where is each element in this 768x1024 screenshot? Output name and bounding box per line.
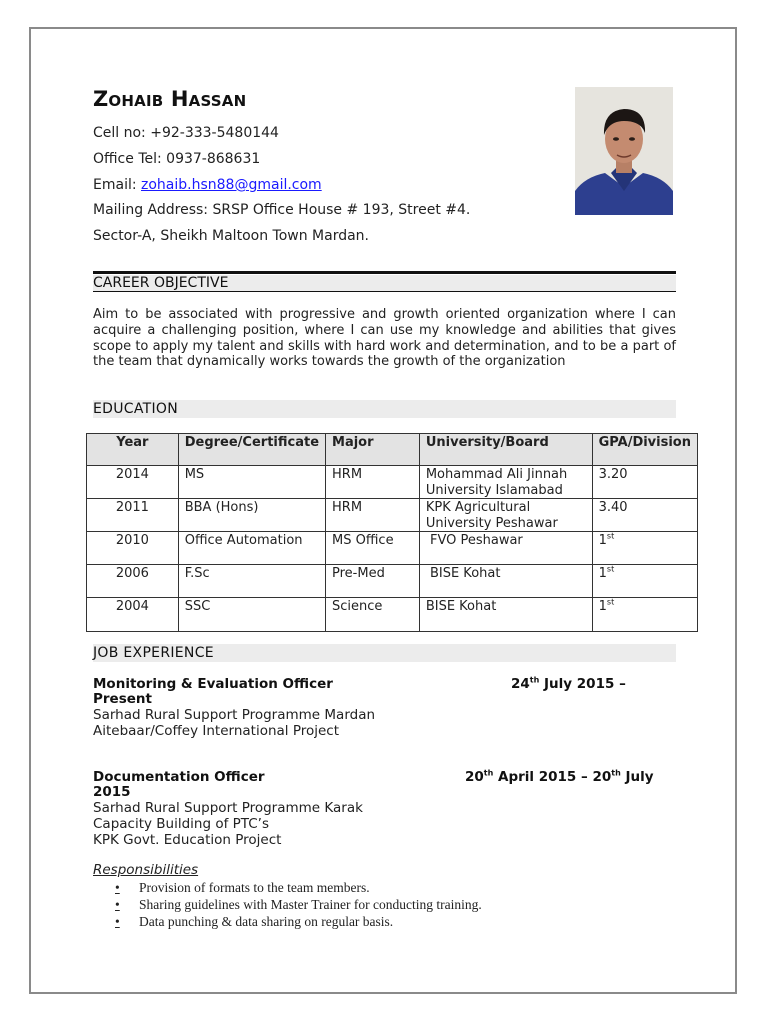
cell-gpa: 3.40 bbox=[592, 499, 697, 532]
col-university: University/Board bbox=[419, 434, 592, 466]
cell-gpa: 3.20 bbox=[592, 466, 697, 499]
cell-year: 2011 bbox=[87, 499, 179, 532]
cell-gpa bbox=[592, 565, 697, 598]
date-rest: July 2015 – bbox=[539, 676, 626, 692]
job-date bbox=[465, 769, 654, 785]
cell-gpa bbox=[592, 598, 697, 632]
table-row bbox=[87, 499, 698, 532]
job-date-wrap: 2015 bbox=[93, 784, 131, 800]
date-suffix: th bbox=[529, 675, 540, 685]
col-degree: Degree/Certificate bbox=[178, 434, 325, 466]
email-link[interactable]: zohaib.hsn88@gmail.com bbox=[141, 177, 322, 193]
cell-year: 2014 bbox=[87, 466, 179, 499]
list-item-text: Sharing guidelines with Master Trainer for conducting training. bbox=[139, 897, 482, 912]
email-label: Email: bbox=[93, 177, 142, 193]
date-day: 24 bbox=[511, 676, 530, 692]
date-rest: July bbox=[620, 769, 654, 785]
cell-year: 2006 bbox=[87, 565, 179, 598]
cell-degree: BBA (Hons) bbox=[178, 499, 325, 532]
date-suffix: th bbox=[611, 768, 621, 778]
education-table bbox=[86, 433, 698, 632]
cell-major: Pre-Med bbox=[326, 565, 420, 598]
education-heading: EDUCATION bbox=[93, 400, 676, 418]
table-row bbox=[87, 466, 698, 499]
mailing-address-line2: Sector-A, Sheikh Maltoon Town Mardan. bbox=[93, 228, 369, 244]
gpa-suffix: st bbox=[606, 597, 615, 607]
job-title: Monitoring & Evaluation Officer bbox=[93, 676, 333, 692]
cell-major: Science bbox=[326, 598, 420, 632]
list-item bbox=[115, 897, 482, 913]
job-org: Sarhad Rural Support Programme Mardan bbox=[93, 707, 376, 723]
email-line bbox=[93, 177, 322, 193]
portrait-image bbox=[575, 87, 673, 215]
date-day: 20 bbox=[465, 769, 484, 785]
list-item-text: Data punching & data sharing on regular basis. bbox=[139, 914, 394, 929]
list-item-text: Provision of formats to the team members. bbox=[139, 880, 370, 895]
table-row bbox=[87, 532, 698, 565]
list-item bbox=[115, 914, 393, 930]
cell-degree: Office Automation bbox=[178, 532, 325, 565]
job-project: KPK Govt. Education Project bbox=[93, 832, 282, 848]
cell-year: 2004 bbox=[87, 598, 179, 632]
list-item bbox=[115, 880, 370, 896]
job-title: Documentation Officer bbox=[93, 769, 265, 785]
cell-degree: F.Sc bbox=[178, 565, 325, 598]
cell-gpa bbox=[592, 532, 697, 565]
date-suffix: th bbox=[483, 768, 494, 778]
table-row bbox=[87, 565, 698, 598]
gpa-value: 1 bbox=[598, 533, 607, 548]
office-tel: Office Tel: 0937-868631 bbox=[93, 151, 261, 167]
cell-degree: SSC bbox=[178, 598, 325, 632]
responsibilities-heading: Responsibilities bbox=[93, 862, 199, 878]
gpa-value: 1 bbox=[598, 599, 607, 614]
table-row bbox=[87, 598, 698, 632]
cell-major: HRM bbox=[326, 499, 420, 532]
bullet-icon: • bbox=[115, 914, 120, 929]
job-experience-heading: JOB EXPERIENCE bbox=[93, 644, 676, 662]
cell-university: Mohammad Ali Jinnah University Islamabad bbox=[419, 466, 592, 499]
career-objective-text: Aim to be associated with progressive and growth oriented organization where I can acquire a challenging position, where I can use my knowledge and abilities that gives scope to apply my talent and skills with hard work and determination, and to be a part of the team that dynamically works towards the growth of the organization bbox=[93, 307, 676, 370]
cell-major: HRM bbox=[326, 466, 420, 499]
candidate-name: Zohaib Hassan bbox=[93, 87, 247, 111]
cell-university: KPK Agricultural University Peshawar bbox=[419, 499, 592, 532]
job-org: Sarhad Rural Support Programme Karak bbox=[93, 800, 363, 816]
date-mid: April 2015 – 20 bbox=[493, 769, 612, 785]
gpa-suffix: st bbox=[606, 531, 615, 541]
job-date bbox=[511, 676, 626, 692]
gpa-value: 1 bbox=[598, 566, 607, 581]
cell-university: FVO Peshawar bbox=[419, 532, 592, 565]
table-header-row bbox=[87, 434, 698, 466]
cell-university: BISE Kohat bbox=[419, 565, 592, 598]
col-major: Major bbox=[326, 434, 420, 466]
job-project: Capacity Building of PTC’s bbox=[93, 816, 269, 832]
bullet-icon: • bbox=[115, 897, 120, 912]
job-date-wrap: Present bbox=[93, 691, 152, 707]
cell-year: 2010 bbox=[87, 532, 179, 565]
cell-number: Cell no: +92-333-5480144 bbox=[93, 125, 279, 141]
career-divider-bottom bbox=[93, 291, 676, 292]
career-objective-heading: CAREER OBJECTIVE bbox=[93, 275, 676, 291]
gpa-suffix: st bbox=[606, 564, 615, 574]
bullet-icon: • bbox=[115, 880, 120, 895]
col-gpa: GPA/Division bbox=[592, 434, 697, 466]
job-project: Aitebaar/Coffey International Project bbox=[93, 723, 340, 739]
cell-major: MS Office bbox=[326, 532, 420, 565]
cell-degree: MS bbox=[178, 466, 325, 499]
mailing-address: Mailing Address: SRSP Office House # 193, Street #4. bbox=[93, 202, 471, 218]
profile-photo bbox=[575, 87, 673, 215]
cell-university: BISE Kohat bbox=[419, 598, 592, 632]
career-divider-top bbox=[93, 271, 676, 274]
col-year: Year bbox=[87, 434, 179, 466]
